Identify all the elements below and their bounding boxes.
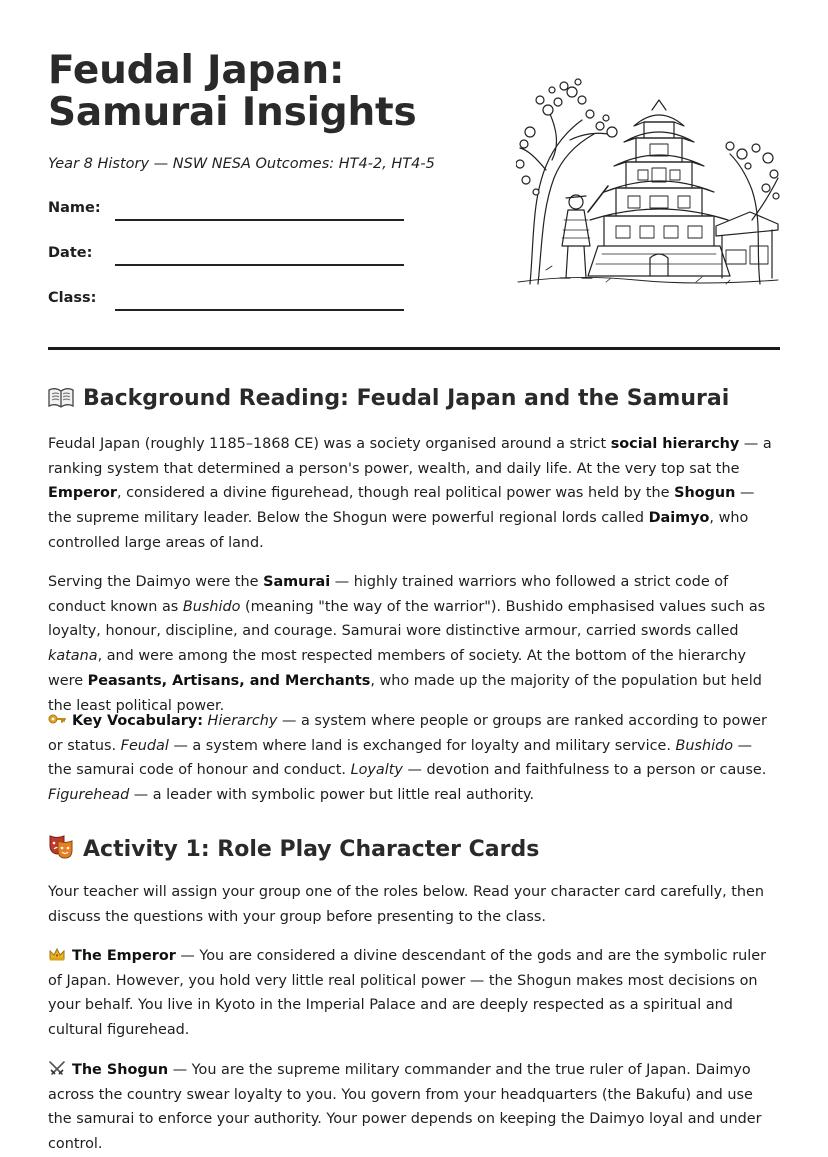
castle-illustration (516, 70, 780, 290)
background-paragraph-2: Serving the Daimyo were the Samurai — highly trained warriors who followed a strict code of conduct known as Bushido (meaning "the way of the warrior"). Bushido emphasised values such as loyalty, honour, discipline, and courage. Samurai wore distinctive armour, carried swords called katana, and were among the most respected members of society. At the bottom of the hierarchy were Peasants, Artisans, and Merchants, who made up the majority of the population but held the least political power. (48, 574, 766, 714)
page-subtitle: Year 8 History — NSW NESA Outcomes: HT4-2, HT4-5 (48, 156, 435, 172)
date-field[interactable] (48, 245, 408, 269)
header-divider (48, 347, 780, 350)
page-title: Feudal Japan: Samurai Insights (48, 48, 417, 135)
activity-heading-text: Activity 1: Role Play Character Cards (83, 837, 540, 862)
name-label: Name: (48, 200, 101, 216)
class-label: Class: (48, 290, 97, 306)
date-label: Date: (48, 245, 93, 261)
key-icon (48, 711, 66, 727)
crown-icon (48, 946, 66, 962)
open-book-icon (48, 386, 74, 408)
key-vocabulary: Key Vocabulary: Hierarchy — a system where people or groups are ranked according to power or status. Feudal — a system where land is exchanged for loyalty and military service. Bushido — the samurai code of honour and conduct. Loyalty — devotion and faithfulness to a person or cause. Figurehead — a leader with symbolic power but little real authority. (48, 713, 767, 804)
background-heading-text: Background Reading: Feudal Japan and the Samurai (83, 386, 730, 411)
theatre-masks-icon (48, 833, 74, 859)
name-field[interactable] (48, 200, 408, 224)
crossed-swords-icon (48, 1060, 66, 1076)
class-field[interactable] (48, 290, 408, 314)
role-card-shogun: The Shogun — You are the supreme military commander and the true ruler of Japan. Daimyo across the country swear loyalty to you. You govern from your headquarters (the Bakufu) and use the samurai to enforce your authority. Your power depends on keeping the Daimyo loyal and under control. (48, 1062, 762, 1153)
date-line[interactable] (115, 264, 404, 266)
section-heading-activity-1 (48, 833, 539, 862)
class-line[interactable] (115, 309, 404, 311)
background-paragraph-1: Feudal Japan (roughly 1185–1868 CE) was a society organised around a strict social hierarchy — a ranking system that determined a person's power, wealth, and daily life. At the very top sat the Emperor, considered a divine figurehead, though real political power was held by the Shogun — the supreme military leader. Below the Shogun were powerful regional lords called Daimyo, who controlled large areas of land. (48, 436, 772, 551)
section-heading-background (48, 386, 729, 411)
activity-intro: Your teacher will assign your group one of the roles below. Read your character card carefully, then discuss the questions with your group before presenting to the class. (48, 884, 764, 925)
name-line[interactable] (115, 219, 404, 221)
role-card-emperor: The Emperor — You are considered a divine descendant of the gods and are the symbolic ruler of Japan. However, you hold very little real political power — the Shogun makes most decisions on your behalf. You live in Kyoto in the Imperial Palace and are deeply respected as a spiritual and cultural figurehead. (48, 948, 767, 1039)
